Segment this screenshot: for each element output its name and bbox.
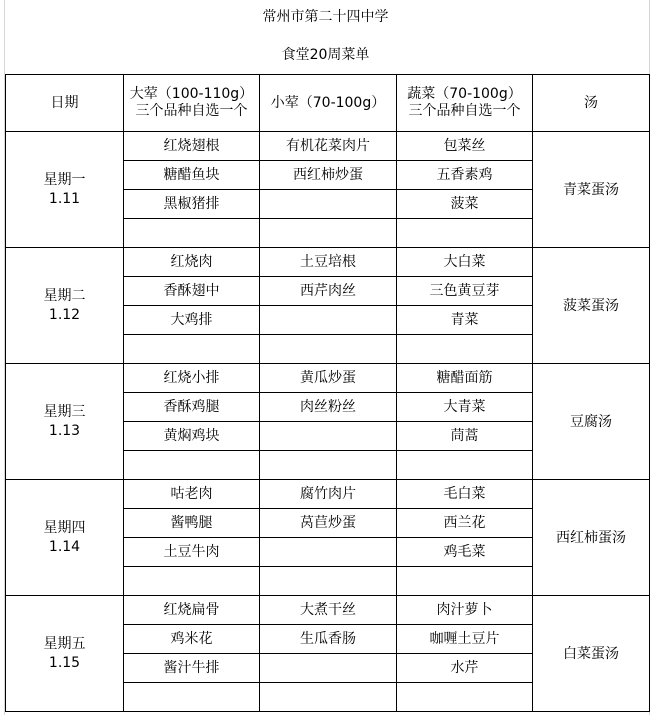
big-meat-cell[interactable]: 黑椒猪排 xyxy=(124,190,260,219)
menu-row xyxy=(6,364,650,393)
small-meat-cell[interactable] xyxy=(260,654,397,683)
soup-cell[interactable]: 西红柿蛋汤 xyxy=(533,480,650,596)
soup-cell[interactable]: 青菜蛋汤 xyxy=(533,132,650,248)
small-meat-cell[interactable]: 土豆培根 xyxy=(260,248,397,277)
vegetable-cell[interactable]: 三色黄豆芽 xyxy=(397,277,533,306)
header-date[interactable]: 日期 xyxy=(6,75,124,132)
vegetable-cell[interactable]: 五香素鸡 xyxy=(397,161,533,190)
big-meat-cell[interactable]: 糖醋鱼块 xyxy=(124,161,260,190)
big-meat-cell[interactable]: 香酥翅中 xyxy=(124,277,260,306)
vegetable-cell[interactable] xyxy=(397,451,533,480)
vegetable-cell[interactable]: 包菜丝 xyxy=(397,132,533,161)
small-meat-cell[interactable]: 生瓜香肠 xyxy=(260,625,397,654)
day-cell[interactable] xyxy=(6,364,124,480)
header-big-meat[interactable]: 大荤（100-110g） 三个品种自选一个 xyxy=(124,75,260,132)
small-meat-cell[interactable] xyxy=(260,567,397,596)
vegetable-cell[interactable]: 菠菜 xyxy=(397,190,533,219)
vegetable-cell[interactable] xyxy=(397,683,533,712)
date-label: 1.12 xyxy=(48,306,81,323)
big-meat-cell[interactable]: 红烧小排 xyxy=(124,364,260,393)
soup-cell[interactable]: 豆腐汤 xyxy=(533,364,650,480)
header-row xyxy=(6,75,650,132)
big-meat-cell[interactable] xyxy=(124,683,260,712)
date-label: 1.11 xyxy=(48,190,81,207)
small-meat-cell[interactable]: 西红柿炒蛋 xyxy=(260,161,397,190)
small-meat-cell[interactable] xyxy=(260,422,397,451)
date-label: 1.13 xyxy=(48,422,81,439)
menu-table xyxy=(5,74,650,712)
day-cell[interactable] xyxy=(6,480,124,596)
big-meat-cell[interactable]: 红烧肉 xyxy=(124,248,260,277)
header-soup[interactable]: 汤 xyxy=(533,75,650,132)
small-meat-cell[interactable] xyxy=(260,335,397,364)
big-meat-cell[interactable]: 大鸡排 xyxy=(124,306,260,335)
big-meat-cell[interactable]: 鸡米花 xyxy=(124,625,260,654)
day-cell[interactable] xyxy=(6,596,124,712)
menu-row xyxy=(6,480,650,509)
vegetable-cell[interactable]: 鸡毛菜 xyxy=(397,538,533,567)
header-small-meat[interactable]: 小荤（70-100g） xyxy=(260,75,397,132)
big-meat-cell[interactable] xyxy=(124,451,260,480)
vegetable-cell[interactable]: 西兰花 xyxy=(397,509,533,538)
soup-cell[interactable]: 白菜蛋汤 xyxy=(533,596,650,712)
weekday-label: 星期二 xyxy=(43,287,86,304)
vegetable-cell[interactable]: 咖喱土豆片 xyxy=(397,625,533,654)
weekday-label: 星期四 xyxy=(43,519,86,536)
small-meat-cell[interactable]: 肉丝粉丝 xyxy=(260,393,397,422)
big-meat-cell[interactable]: 咕老肉 xyxy=(124,480,260,509)
small-meat-cell[interactable] xyxy=(260,538,397,567)
small-meat-cell[interactable] xyxy=(260,219,397,248)
vegetable-cell[interactable]: 毛白菜 xyxy=(397,480,533,509)
small-meat-cell[interactable]: 莴苣炒蛋 xyxy=(260,509,397,538)
big-meat-cell[interactable] xyxy=(124,219,260,248)
menu-row xyxy=(6,596,650,625)
small-meat-cell[interactable]: 西芹肉丝 xyxy=(260,277,397,306)
vegetable-cell[interactable] xyxy=(397,219,533,248)
small-meat-cell[interactable]: 有机花菜肉片 xyxy=(260,132,397,161)
vegetable-cell[interactable] xyxy=(397,335,533,364)
vegetable-cell[interactable]: 青菜 xyxy=(397,306,533,335)
small-meat-cell[interactable] xyxy=(260,190,397,219)
vegetable-cell[interactable] xyxy=(397,567,533,596)
weekday-label: 星期五 xyxy=(43,635,86,652)
weekday-label: 星期三 xyxy=(43,403,86,420)
big-meat-cell[interactable] xyxy=(124,567,260,596)
big-meat-cell[interactable]: 土豆牛肉 xyxy=(124,538,260,567)
vegetable-cell[interactable]: 茼蒿 xyxy=(397,422,533,451)
menu-title: 食堂20周菜单 xyxy=(281,47,370,63)
small-meat-cell[interactable]: 大煮干丝 xyxy=(260,596,397,625)
big-meat-cell[interactable]: 红烧翅根 xyxy=(124,132,260,161)
big-meat-cell[interactable]: 香酥鸡腿 xyxy=(124,393,260,422)
menu-row xyxy=(6,132,650,161)
big-meat-cell[interactable]: 黄焖鸡块 xyxy=(124,422,260,451)
day-cell[interactable] xyxy=(6,248,124,364)
soup-cell[interactable]: 菠菜蛋汤 xyxy=(533,248,650,364)
small-meat-cell[interactable] xyxy=(260,683,397,712)
big-meat-cell[interactable]: 酱汁牛排 xyxy=(124,654,260,683)
day-cell[interactable] xyxy=(6,132,124,248)
big-meat-cell[interactable]: 酱鸭腿 xyxy=(124,509,260,538)
big-meat-cell[interactable]: 红烧扁骨 xyxy=(124,596,260,625)
small-meat-cell[interactable]: 腐竹肉片 xyxy=(260,480,397,509)
school-title: 常州市第二十四中学 xyxy=(262,9,389,25)
menu-row xyxy=(6,248,650,277)
header-vegetable[interactable]: 蔬菜（70-100g） 三个品种自选一个 xyxy=(397,75,533,132)
vegetable-cell[interactable]: 肉汁萝卜 xyxy=(397,596,533,625)
date-label: 1.14 xyxy=(48,538,81,555)
vegetable-cell[interactable]: 大白菜 xyxy=(397,248,533,277)
vegetable-cell[interactable]: 糖醋面筋 xyxy=(397,364,533,393)
small-meat-cell[interactable] xyxy=(260,451,397,480)
vegetable-cell[interactable]: 大青菜 xyxy=(397,393,533,422)
weekday-label: 星期一 xyxy=(43,171,86,188)
date-label: 1.15 xyxy=(48,654,81,671)
small-meat-cell[interactable]: 黄瓜炒蛋 xyxy=(260,364,397,393)
vegetable-cell[interactable]: 水芹 xyxy=(397,654,533,683)
small-meat-cell[interactable] xyxy=(260,306,397,335)
big-meat-cell[interactable] xyxy=(124,335,260,364)
